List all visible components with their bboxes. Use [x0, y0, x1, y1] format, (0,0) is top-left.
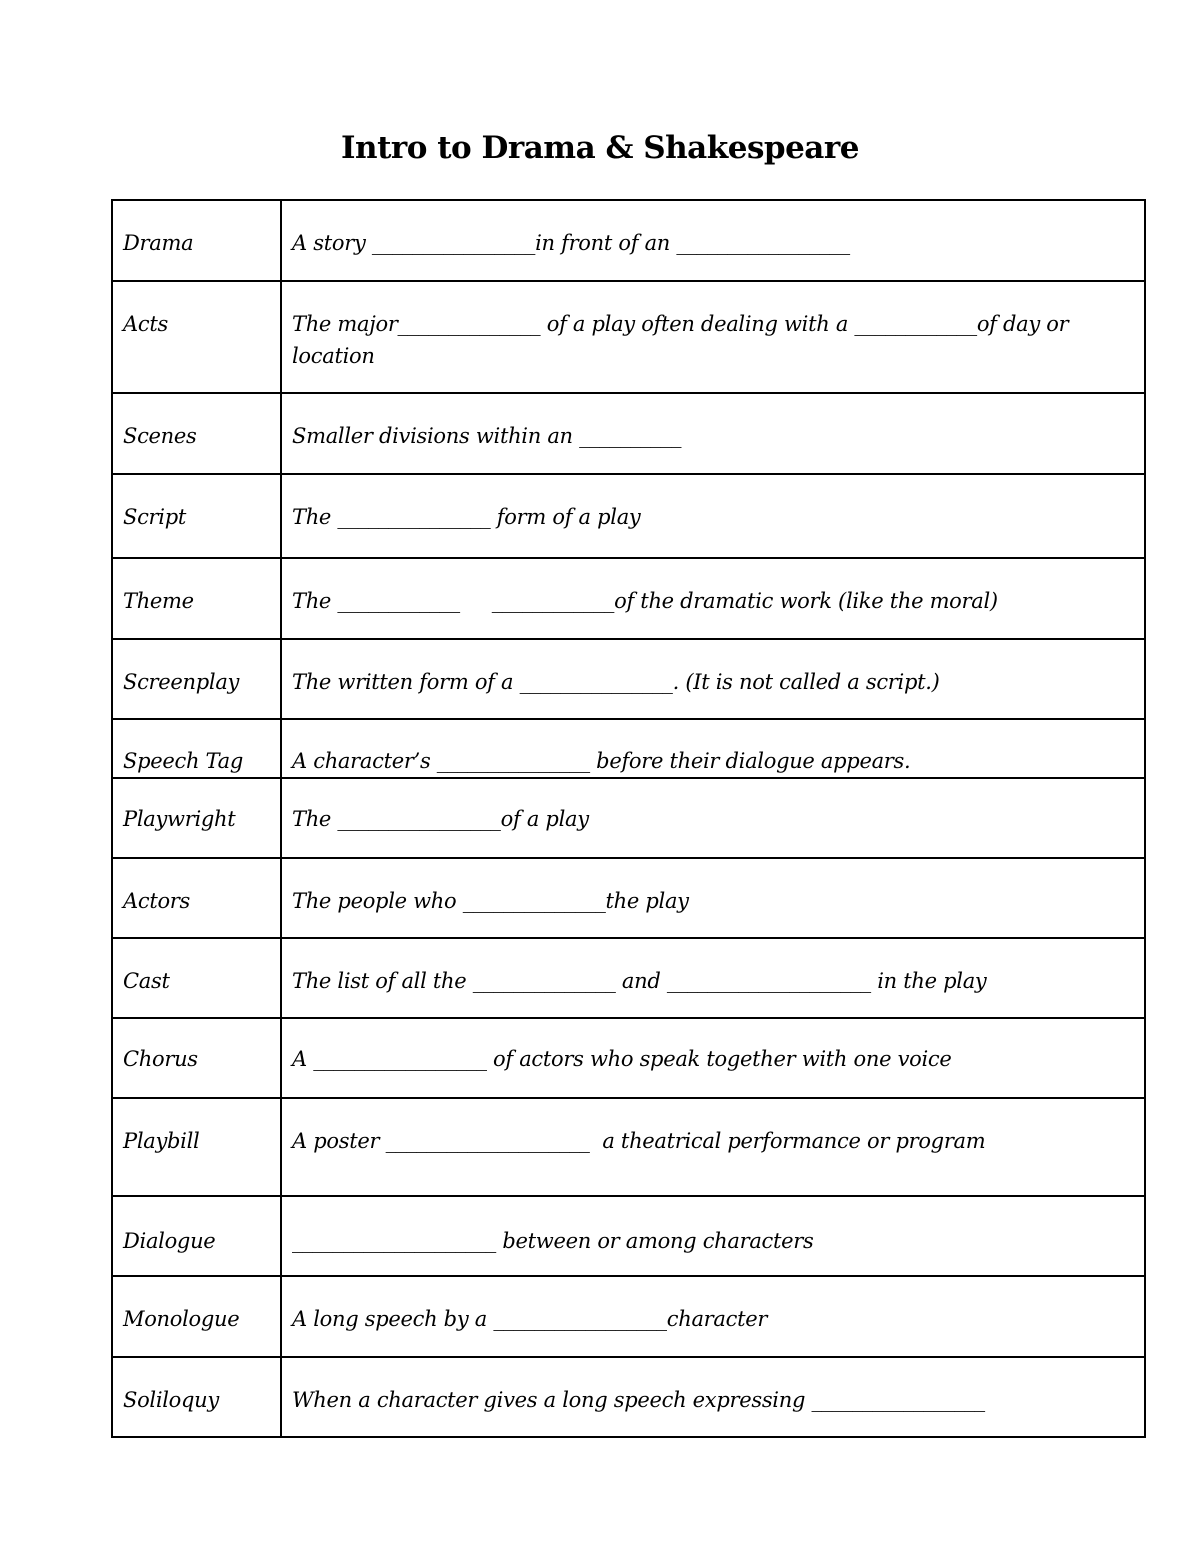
- term-cell: Cast: [112, 938, 281, 1018]
- term-cell: Chorus: [112, 1018, 281, 1098]
- definition-cell: The ________________of a play: [281, 778, 1145, 858]
- definition-cell: The _______________ form of a play: [281, 474, 1145, 558]
- table-row: [112, 1098, 1145, 1196]
- vocabulary-table: [111, 199, 1146, 1438]
- term-cell: Theme: [112, 558, 281, 639]
- definition-cell: The ____________ ____________of the dramatic work (like the moral): [281, 558, 1145, 639]
- definition-cell: A long speech by a _________________character: [281, 1276, 1145, 1357]
- definition-cell: A story ________________in front of an _________________: [281, 200, 1145, 281]
- table-row: [112, 1276, 1145, 1357]
- term-cell: Script: [112, 474, 281, 558]
- table-row: [112, 558, 1145, 639]
- definition-cell: Smaller divisions within an __________: [281, 393, 1145, 474]
- term-cell: Actors: [112, 858, 281, 938]
- table-row: [112, 393, 1145, 474]
- term-cell: Acts: [112, 281, 281, 393]
- table-row: [112, 778, 1145, 858]
- term-cell: Speech Tag: [112, 719, 281, 778]
- table-row: [112, 1018, 1145, 1098]
- definition-cell: The major______________ of a play often dealing with a ____________of day or location: [281, 281, 1145, 393]
- table-row: [112, 858, 1145, 938]
- page-title: Intro to Drama & Shakespeare: [341, 130, 859, 166]
- definition-cell: The written form of a _______________. (It is not called a script.): [281, 639, 1145, 719]
- term-cell: Screenplay: [112, 639, 281, 719]
- term-cell: Playbill: [112, 1098, 281, 1196]
- term-cell: Soliloquy: [112, 1357, 281, 1437]
- term-cell: Dialogue: [112, 1196, 281, 1276]
- table-row: [112, 1357, 1145, 1437]
- definition-cell: The people who ______________the play: [281, 858, 1145, 938]
- table-row: [112, 474, 1145, 558]
- definition-cell: A poster ____________________ a theatrical performance or program: [281, 1098, 1145, 1196]
- definition-cell: A character’s _______________ before their dialogue appears.: [281, 719, 1145, 778]
- definition-cell: A _________________ of actors who speak together with one voice: [281, 1018, 1145, 1098]
- term-cell: Scenes: [112, 393, 281, 474]
- definition-cell: ____________________ between or among characters: [281, 1196, 1145, 1276]
- table-row: [112, 938, 1145, 1018]
- table-row: [112, 1196, 1145, 1276]
- definition-cell: When a character gives a long speech expressing _________________: [281, 1357, 1145, 1437]
- table-row: [112, 719, 1145, 778]
- table-row: [112, 281, 1145, 393]
- table-row: [112, 639, 1145, 719]
- definition-cell: The list of all the ______________ and ____________________ in the play: [281, 938, 1145, 1018]
- table-row: [112, 200, 1145, 281]
- term-cell: Playwright: [112, 778, 281, 858]
- term-cell: Drama: [112, 200, 281, 281]
- term-cell: Monologue: [112, 1276, 281, 1357]
